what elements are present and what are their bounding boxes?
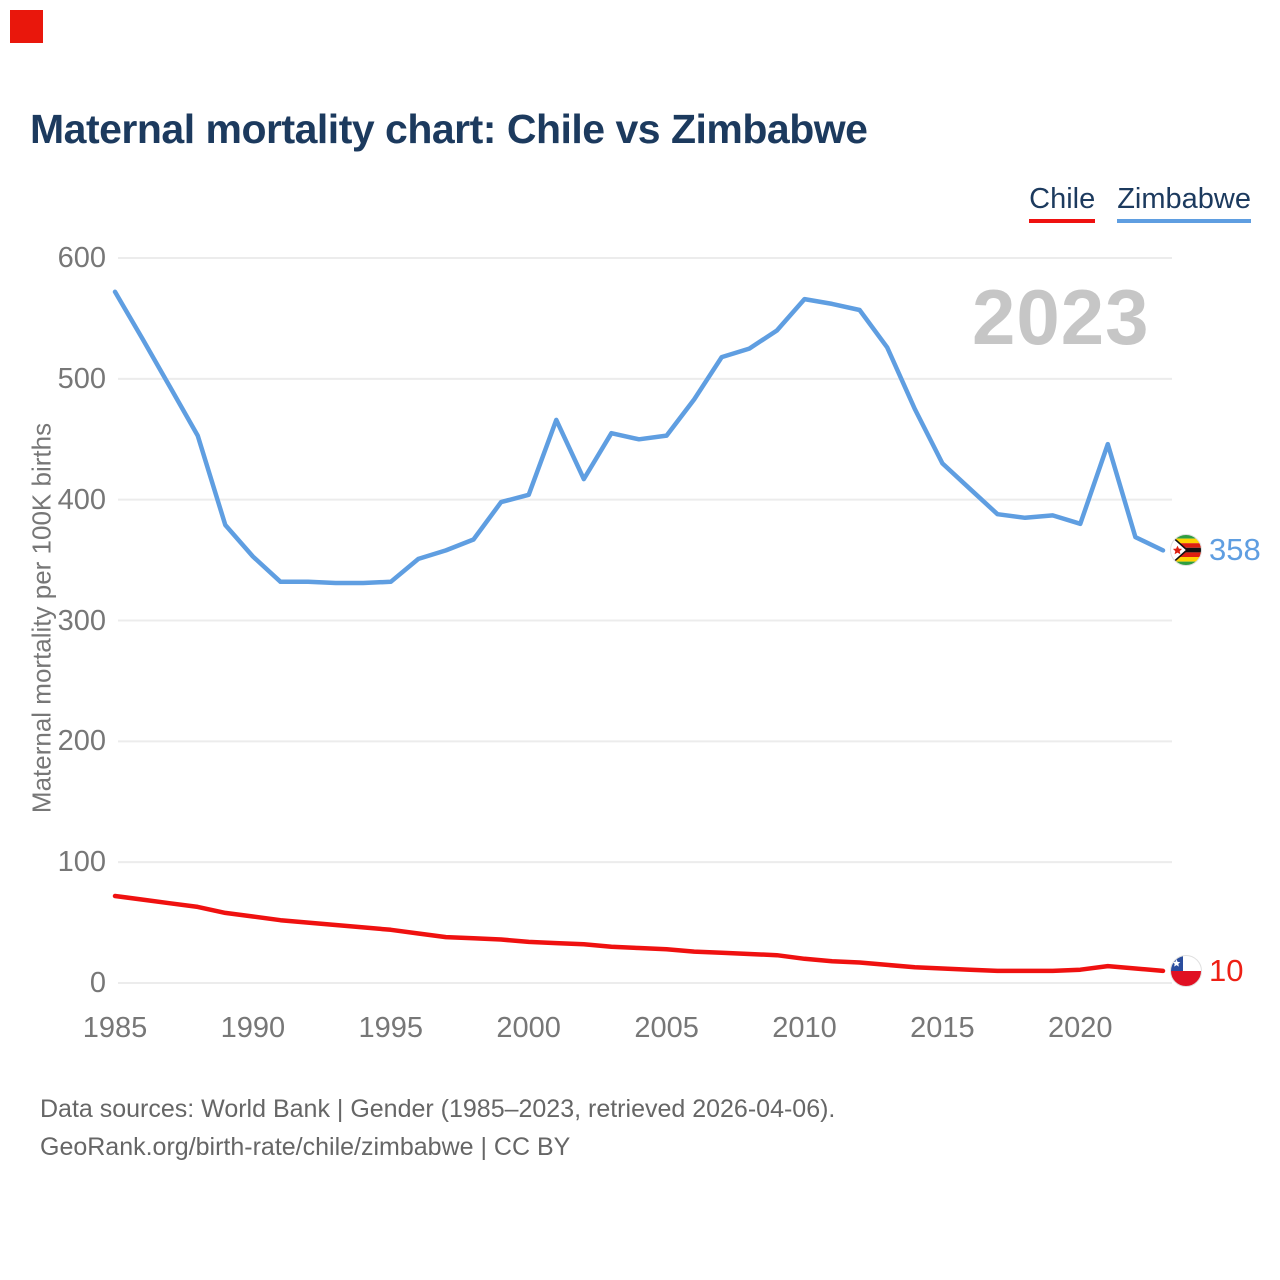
end-label-chile (1170, 954, 1243, 988)
x-tick-label-2000: 2000 (496, 1012, 561, 1044)
x-tick-label-2020: 2020 (1047, 1012, 1113, 1044)
x-tick-label-1990: 1990 (220, 1012, 286, 1044)
chile-end-value: 10 (1209, 952, 1244, 988)
page-title: Maternal mortality chart: Chile vs Zimbabwe (30, 106, 868, 152)
y-tick-label-400: 400 (57, 483, 106, 516)
chile-line (115, 896, 1163, 971)
y-tick-label-600: 600 (57, 242, 106, 274)
x-tick-label-2010: 2010 (772, 1012, 837, 1044)
x-tick-label-2015: 2015 (910, 1012, 975, 1044)
zimbabwe-end-value: 358 (1209, 532, 1261, 568)
x-tick-label-1985: 1985 (82, 1012, 148, 1044)
footer (40, 1090, 835, 1166)
y-tick-label-200: 200 (57, 725, 106, 758)
zimbabwe-flag-icon (1170, 534, 1202, 566)
x-tick-label-2005: 2005 (634, 1012, 699, 1044)
data-series (115, 292, 1163, 971)
y-axis-title: Maternal mortality per 100K births (26, 422, 57, 814)
footer-sources-line: Data sources: World Bank | Gender (1985–2023, retrieved 2026-04-06). (40, 1095, 836, 1123)
end-label-zimbabwe (1170, 533, 1261, 567)
y-tick-label-300: 300 (57, 604, 106, 637)
footer-attribution-line: GeoRank.org/birth-rate/chile/zimbabwe | CC BY (40, 1133, 571, 1161)
legend-item-zimbabwe[interactable]: Zimbabwe (1117, 183, 1251, 223)
y-tick-label-500: 500 (57, 362, 106, 395)
chile-flag-icon (1170, 955, 1202, 987)
legend-item-chile[interactable]: Chile (1029, 183, 1095, 223)
zimbabwe-line (115, 292, 1163, 583)
year-watermark: 2023 (972, 273, 1150, 361)
x-tick-label-1995: 1995 (358, 1012, 424, 1044)
gridlines (118, 258, 1172, 983)
y-tick-label-0: 0 (89, 967, 106, 999)
y-tick-label-100: 100 (57, 846, 106, 879)
